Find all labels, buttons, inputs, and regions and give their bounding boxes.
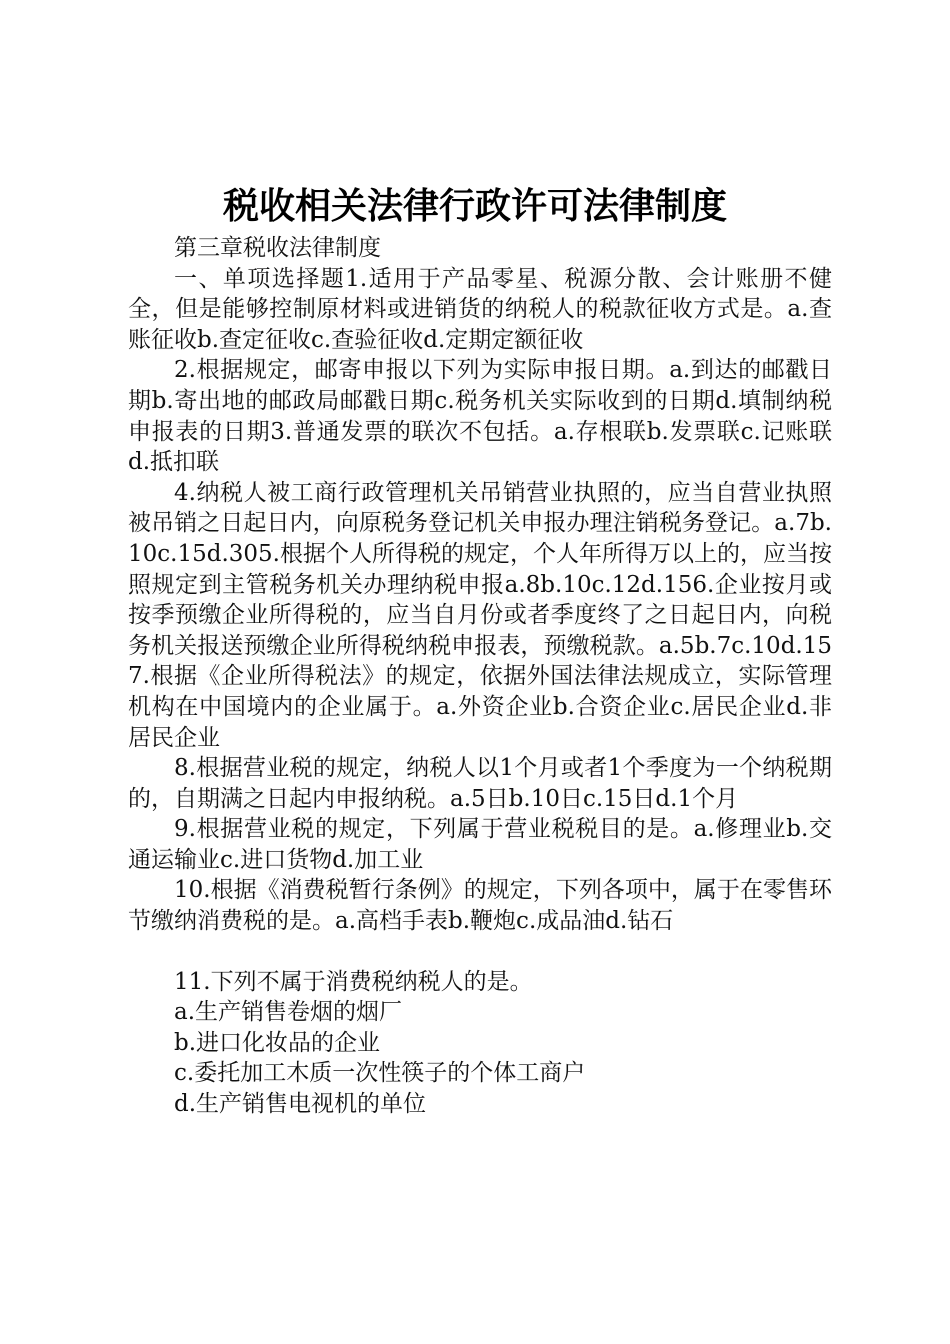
paragraph-q4-q7: 4.纳税人被工商行政管理机关吊销营业执照的，应当自营业执照被吊销之日起日内，向原税务登记机关申报办理注销税务登记。a.7b.10c.15d.305.根据个人所得税的规定，个人年所得万以上的，应当按照规定到主管税务机关办理纳税申报a.8b.10c.12d.156.企业按月或按季预缴企业所得税的，应当自月份或者季度终了之日起日内，向税务机关报送预缴企业所得税纳税申报表，预缴税款。a.5b.7c.10d.157.根据《企业所得税法》的规定，依据外国法律法规成立，实际管理机构在中国境内的企业属于。a.外资企业b.合资企业c.居民企业d.非居民企业 <box>128 479 832 751</box>
question-11-option-c: c.委托加工木质一次性筷子的个体工商户 <box>174 1060 586 1087</box>
document-title: 税收相关法律行政许可法律制度 <box>222 185 727 227</box>
paragraph-q9: 9.根据营业税的规定，下列属于营业税税目的是。a.修理业b.交通运输业c.进口货物d.加工业 <box>128 816 832 873</box>
chapter-heading: 第三章税收法律制度 <box>174 235 381 261</box>
paragraph-q2-q3: 2.根据规定，邮寄申报以下列为实际申报日期。a.到达的邮戳日期b.寄出地的邮政局邮戳日期c.税务机关实际收到的日期d.填制纳税申报表的日期3.普通发票的联次不包括。a.存根联b.发票联c.记账联d.抵扣联 <box>128 357 832 476</box>
question-11-option-d: d.生产销售电视机的单位 <box>174 1091 427 1118</box>
question-11-option-a: a.生产销售卷烟的烟厂 <box>174 999 403 1026</box>
paragraph-q1: 一、单项选择题1.适用于产品零星、税源分散、会计账册不健全，但是能够控制原材料或进销货的纳税人的税款征收方式是。a.查账征收b.查定征收c.查验征收d.定期定额征收 <box>128 265 832 353</box>
document-body <box>128 233 832 1120</box>
question-11-option-b: b.进口化妆品的企业 <box>174 1029 381 1056</box>
question-11-stem: 11.下列不属于消费税纳税人的是。 <box>174 968 533 995</box>
paragraph-spacer <box>128 937 832 967</box>
paragraph-q10: 10.根据《消费税暂行条例》的规定，下列各项中，属于在零售环节缴纳消费税的是。a.高档手表b.鞭炮c.成品油d.钻石 <box>128 877 832 935</box>
paragraph-q8: 8.根据营业税的规定，纳税人以1个月或者1个季度为一个纳税期的，自期满之日起内申报纳税。a.5日b.10日c.15日d.1个月 <box>128 755 832 812</box>
